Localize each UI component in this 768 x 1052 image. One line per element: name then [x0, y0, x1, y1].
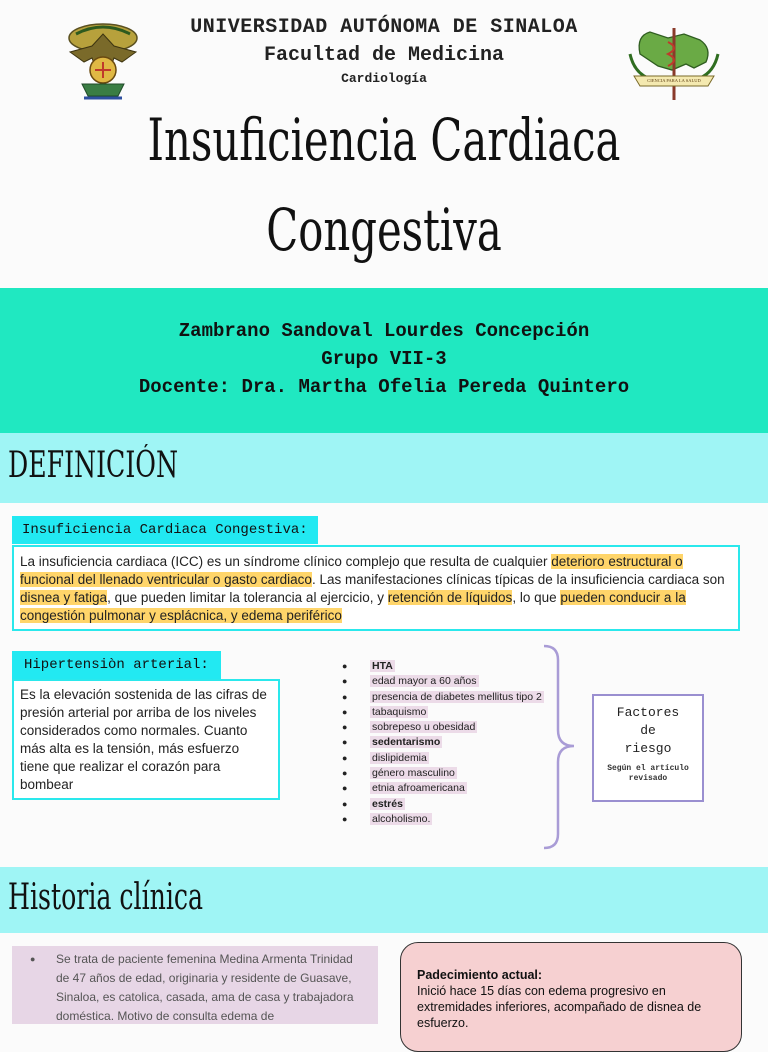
title-line-1: Insuficiencia Cardiaca: [147, 106, 621, 174]
icc-text-3: , que pueden limitar la tolerancia al ejercicio, y: [107, 590, 388, 605]
icc-definition-box: [12, 545, 740, 631]
current-illness-box: [400, 942, 742, 1052]
author-group: Grupo VII-3: [321, 348, 447, 370]
list-item: ● presencia de diabetes mellitus tipo 2: [342, 690, 562, 705]
list-item: ● estrés: [342, 797, 562, 812]
icc-text-2: . Las manifestaciones clínicas típicas de la insuficiencia cardiaca son: [311, 572, 725, 587]
icc-highlight-4: pueden conducir a la congestión pulmonar y esplácnica, y edema periférico: [20, 590, 686, 623]
logo-ribbon-text: CIENCIA PARA LA SALUD: [647, 78, 701, 83]
teacher-name: Docente: Dra. Martha Ofelia Pereda Quintero: [138, 376, 630, 398]
list-item: ● sobrepeso u obesidad: [342, 720, 562, 735]
list-item: ● alcoholismo.: [342, 812, 562, 827]
history-band: [0, 867, 768, 933]
icc-highlight-1: deterioro estructural o funcional del llenado ventricular o gasto cardiaco: [20, 554, 683, 587]
icc-label: Insuficiencia Cardiaca Congestiva:: [12, 516, 318, 544]
hta-text: Es la elevación sostenida de las cifras de presión arterial por arriba de los niveles considerados como normales. Cuanto más alta es la tensión, más esfuerzo tiene que realizar el corazón para bombear: [20, 687, 267, 792]
title-line-2: Congestiva: [266, 196, 502, 264]
list-item: ● tabaquismo: [342, 705, 562, 720]
hta-label: Hipertensiòn arterial:: [12, 651, 221, 679]
right-brace-icon: [538, 644, 582, 850]
list-item: ● HTA: [342, 659, 562, 674]
risk-factors-box: [592, 694, 704, 802]
risk-box-note-1: Según el artículo: [607, 764, 689, 773]
list-item: ● edad mayor a 60 años: [342, 674, 562, 689]
definition-title: DEFINICIÓN: [8, 445, 178, 486]
author-band: [0, 288, 768, 433]
current-illness-title: Padecimiento actual:: [417, 968, 543, 982]
definition-band: [0, 433, 768, 503]
risk-factors-list: [342, 659, 562, 827]
university-name: UNIVERSIDAD AUTÓNOMA DE SINALOA: [190, 16, 578, 39]
hta-definition-box: [12, 679, 280, 800]
list-item: ● etnia afroamericana: [342, 781, 562, 796]
risk-box-title-2: de: [640, 723, 656, 738]
history-summary-text: Se trata de paciente femenina Medina Armenta Trinidad de 47 años de edad, originaria y residente de Guasave, Sinaloa, es catolica, casada, ama de casa y trabajadora doméstica. Motivo de consulta edema de: [56, 952, 354, 1023]
list-item: ● dislipidemia: [342, 751, 562, 766]
risk-box-note-2: revisado: [628, 774, 668, 783]
page-title: [108, 95, 661, 275]
faculty-name: Facultad de Medicina: [263, 44, 505, 67]
risk-box-title-1: Factores: [616, 705, 680, 720]
author-name: Zambrano Sandoval Lourdes Concepción: [178, 320, 590, 342]
bullet-icon: ●: [30, 954, 36, 964]
list-item: ● sedentarismo: [342, 735, 562, 750]
subject-name: Cardiología: [341, 71, 427, 86]
icc-highlight-2: disnea y fatiga: [20, 590, 108, 605]
current-illness-text: Inició hace 15 días con edema progresivo en extremidades inferiores, acompañado de disnea de esfuerzo.: [417, 984, 702, 1030]
list-item: ● género masculino: [342, 766, 562, 781]
icc-text-4: , lo que: [512, 590, 561, 605]
history-title: Historia clínica: [8, 877, 204, 918]
risk-box-title-3: riesgo: [624, 741, 672, 756]
icc-text-1: La insuficiencia cardiaca (ICC) es un síndrome clínico complejo que resulta de cualquier: [20, 554, 552, 569]
icc-highlight-3: retención de líquidos: [387, 590, 513, 605]
history-summary-box: [12, 946, 378, 1024]
